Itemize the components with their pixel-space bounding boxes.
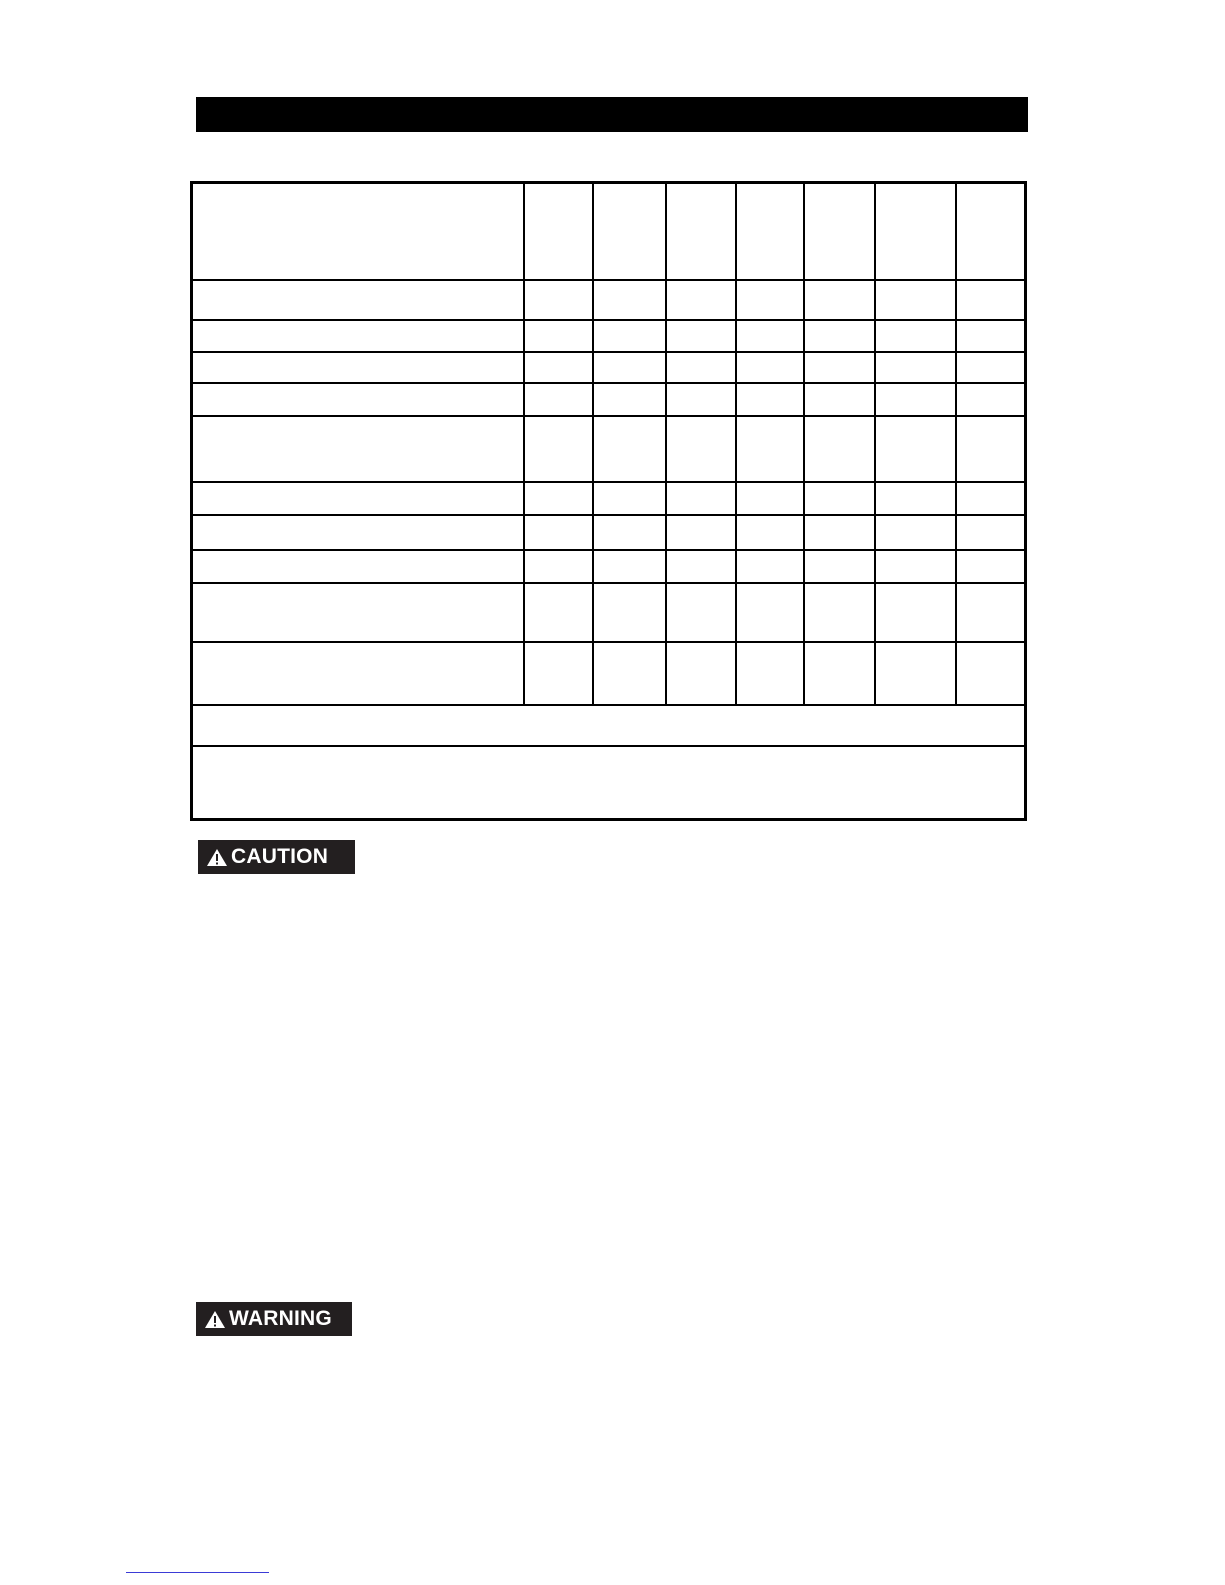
table-cell [875, 383, 956, 416]
table-cell [804, 482, 875, 515]
table-cell [956, 550, 1026, 583]
table-cell [666, 416, 737, 482]
table-cell [804, 416, 875, 482]
table-cell [804, 383, 875, 416]
table-row [192, 583, 1026, 642]
table-cell [666, 550, 737, 583]
table-cell [524, 416, 593, 482]
table-cell [804, 352, 875, 383]
table-cell [804, 642, 875, 705]
table-cell [736, 352, 804, 383]
table-cell [956, 583, 1026, 642]
table-cell [875, 642, 956, 705]
table-cell [736, 550, 804, 583]
table-cell [875, 352, 956, 383]
table-cell [736, 416, 804, 482]
table-cell [524, 280, 593, 320]
table-cell [593, 642, 666, 705]
table-row [192, 482, 1026, 515]
table-cell [593, 383, 666, 416]
table-row [192, 352, 1026, 383]
table-cell [956, 515, 1026, 550]
table-row [192, 416, 1026, 482]
table-cell [804, 550, 875, 583]
table-cell [804, 583, 875, 642]
section-header-bar [196, 97, 1028, 132]
table-cell [192, 383, 525, 416]
table-cell [192, 583, 525, 642]
table-cell [875, 416, 956, 482]
table-cell [666, 482, 737, 515]
table-cell [956, 416, 1026, 482]
table-cell [736, 183, 804, 280]
table-cell [666, 515, 737, 550]
table-cell [736, 320, 804, 352]
table-cell [666, 352, 737, 383]
table-cell [524, 515, 593, 550]
table-cell [192, 280, 525, 320]
table-cell [524, 320, 593, 352]
table-cell [956, 280, 1026, 320]
table-cell [956, 482, 1026, 515]
table-cell [956, 642, 1026, 705]
table-row [192, 550, 1026, 583]
table-cell [956, 383, 1026, 416]
table-cell [593, 352, 666, 383]
table-cell [192, 705, 1026, 746]
table-cell [875, 280, 956, 320]
table-cell [593, 482, 666, 515]
table-row [192, 280, 1026, 320]
table-cell [736, 583, 804, 642]
table-cell [524, 183, 593, 280]
table-cell [666, 383, 737, 416]
table-cell [875, 183, 956, 280]
table-cell [875, 482, 956, 515]
table-cell [593, 320, 666, 352]
table-cell [736, 642, 804, 705]
table-cell [593, 515, 666, 550]
table-cell [804, 280, 875, 320]
table-cell [192, 482, 525, 515]
table-cell [593, 583, 666, 642]
table-cell [736, 383, 804, 416]
warning-label [196, 1302, 352, 1336]
table-cell [593, 416, 666, 482]
table-cell [593, 183, 666, 280]
table-cell [875, 550, 956, 583]
warning-label-text: WARNING [229, 1307, 332, 1330]
table-cell [524, 583, 593, 642]
table-cell [192, 416, 525, 482]
table-cell [736, 482, 804, 515]
table-cell [524, 383, 593, 416]
table-row [192, 642, 1026, 705]
table-cell [736, 515, 804, 550]
table-cell [524, 482, 593, 515]
table-cell [666, 183, 737, 280]
table-cell [524, 550, 593, 583]
table-cell [192, 352, 525, 383]
table-cell [192, 746, 1026, 820]
table-row [192, 705, 1026, 746]
table-cell [593, 550, 666, 583]
table-cell [804, 515, 875, 550]
table-header-row [192, 183, 1026, 280]
table-cell [956, 320, 1026, 352]
table-cell [192, 515, 525, 550]
table-cell [956, 352, 1026, 383]
table-cell [524, 642, 593, 705]
table-row [192, 515, 1026, 550]
table-row [192, 320, 1026, 352]
table-cell [875, 515, 956, 550]
footer-link-underline[interactable] [126, 1572, 269, 1573]
table-cell [666, 280, 737, 320]
table-cell [192, 183, 525, 280]
table-cell [666, 583, 737, 642]
specifications-table [190, 181, 1027, 821]
warning-triangle-icon [206, 848, 228, 867]
table-cell [956, 183, 1026, 280]
table-cell [875, 583, 956, 642]
table-cell [666, 642, 737, 705]
table-cell [666, 320, 737, 352]
table-cell [192, 642, 525, 705]
table-cell [804, 320, 875, 352]
table-cell [593, 280, 666, 320]
caution-label-text: CAUTION [231, 845, 329, 868]
table-cell [524, 352, 593, 383]
table-cell [804, 183, 875, 280]
table-cell [192, 320, 525, 352]
table-row [192, 383, 1026, 416]
table-cell [192, 550, 525, 583]
table-row [192, 746, 1026, 820]
warning-triangle-icon [204, 1310, 226, 1329]
caution-label [198, 840, 355, 874]
table-cell [736, 280, 804, 320]
table-cell [875, 320, 956, 352]
